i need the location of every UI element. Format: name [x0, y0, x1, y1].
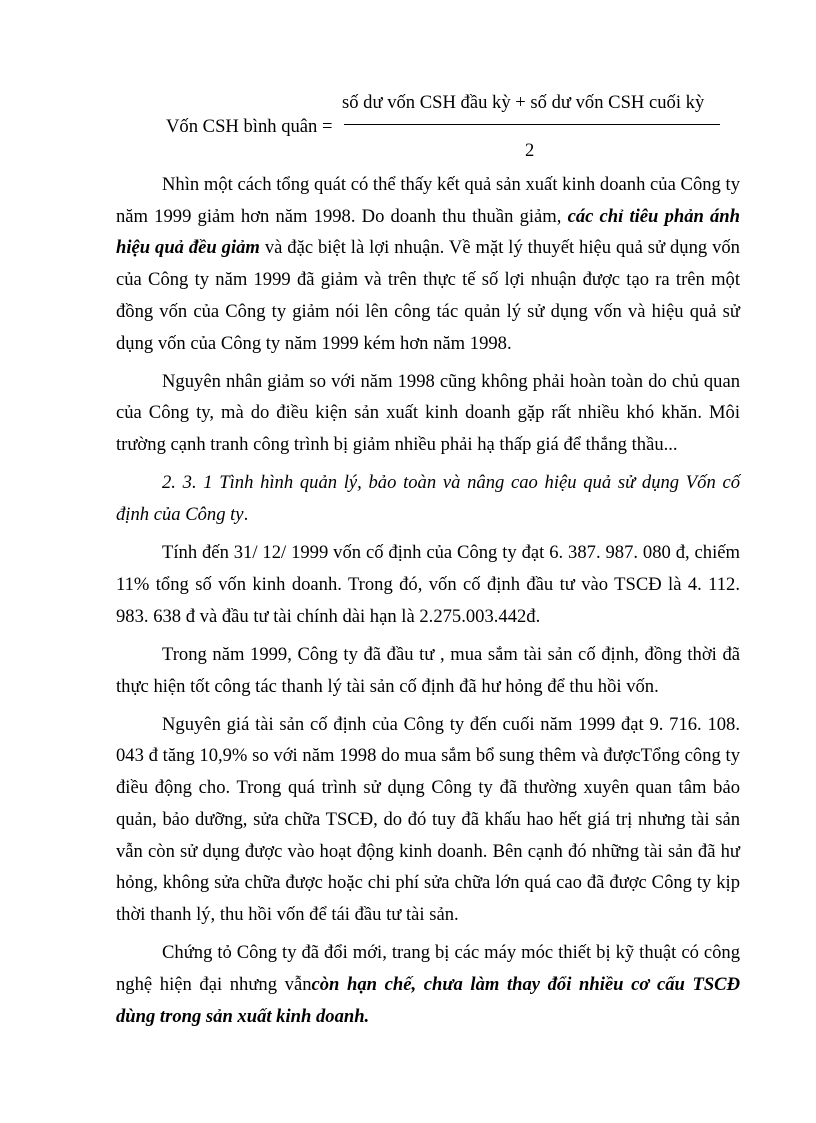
- paragraph-conclusion: [116, 937, 740, 1032]
- formula-label: Vốn CSH bình quân =: [166, 116, 333, 137]
- section-heading-period: .: [243, 504, 249, 526]
- paragraph-fixed-capital: Tính đến 31/ 12/ 1999 vốn cố định của Công ty đạt 6. 387. 987. 080 đ, chiếm 11% tổng số vốn kinh doanh. Trong đó, vốn cố định đầu tư vào TSCĐ là 4. 112. 983. 638 đ và đầu tư tài chính dài hạn là 2.275.003.442đ.: [116, 542, 740, 627]
- fraction-bar: [344, 124, 720, 125]
- paragraph-investment: Trong năm 1999, Công ty đã đầu tư , mua sắm tài sản cố định, đồng thời đã thực hiện tốt công tác thanh lý tài sản cố định đã hư hỏng để thu hồi vốn.: [116, 643, 740, 697]
- section-heading: [116, 467, 740, 530]
- section-heading-text: 2. 3. 1 Tình hình quản lý, bảo toàn và nâng cao hiệu quả sử dụng Vốn cố định của Công ty: [116, 472, 740, 526]
- paragraph-overview-text-c: và đặc biệt là lợi nhuận. Về mặt lý thuyết hiệu quả sử dụng vốn của Công ty năm 1999 đã giảm và trên thực tế số lợi nhuận được tạo ra trên một đồng vốn của Công ty giảm nói lên công tác quản lý sử dụng vốn và hiệu quả sử dụng vốn của Công ty năm 1999 kém hơn năm 1998.: [116, 237, 740, 354]
- paragraph-conclusion-text: Chứng tỏ Công ty đã đổi mới, trang bị các máy móc thiết bị kỹ thuật có công nghệ hiện đại nhưng vẫn: [116, 942, 740, 995]
- body-text: [116, 169, 740, 1039]
- paragraph-overview-text-a: Nhìn một cách tổng quát có thể thấy kết quả sản xuất kinh doanh của Công ty năm 1999 giảm hơn năm 1998. Do doanh thu thuần giảm,: [116, 174, 740, 227]
- formula-denominator: 2: [525, 140, 535, 161]
- average-equity-formula: [166, 92, 726, 172]
- paragraph-overview: [116, 169, 740, 359]
- paragraph-causes: Nguyên nhân giảm so với năm 1998 cũng không phải hoàn toàn do chủ quan của Công ty, mà do điều kiện sản xuất kinh doanh gặp rất nhiều khó khăn. Môi trường cạnh tranh công trình bị giảm nhiều phải hạ thấp giá để thắng thầu...: [116, 370, 740, 456]
- paragraph-original-cost: Nguyên giá tài sản cố định của Công ty đến cuối năm 1999 đạt 9. 716. 108. 043 đ tăng 10,9% so với năm 1998 do mua sắm bổ sung thêm và đượcTổng công ty điều động cho. Trong quá trình sử dụng Công ty đã thường xuyên quan tâm bảo quản, bảo dưỡng, sửa chữa TSCĐ, do đó tuy đã khấu hao hết giá trị nhưng tài sản vẫn còn sử dụng được vào hoạt động kinh doanh. Bên cạnh đó những tài sản đã hư hỏng, không sửa chữa được hoặc chi phí sửa chữa lớn quá cao đã được Công ty kịp thời thanh lý, thu hồi vốn để tái đầu tư tài sản.: [116, 713, 740, 925]
- formula-numerator: số dư vốn CSH đầu kỳ + số dư vốn CSH cuối kỳ: [342, 92, 705, 113]
- emphasis-efficiency-decline: các chỉ tiêu phản ánh hiệu quả đều giảm: [116, 205, 740, 259]
- emphasis-limitations: còn hạn chế, chưa làm thay đổi nhiều cơ cấu TSCĐ dùng trong sản xuất kinh doanh.: [116, 973, 741, 1027]
